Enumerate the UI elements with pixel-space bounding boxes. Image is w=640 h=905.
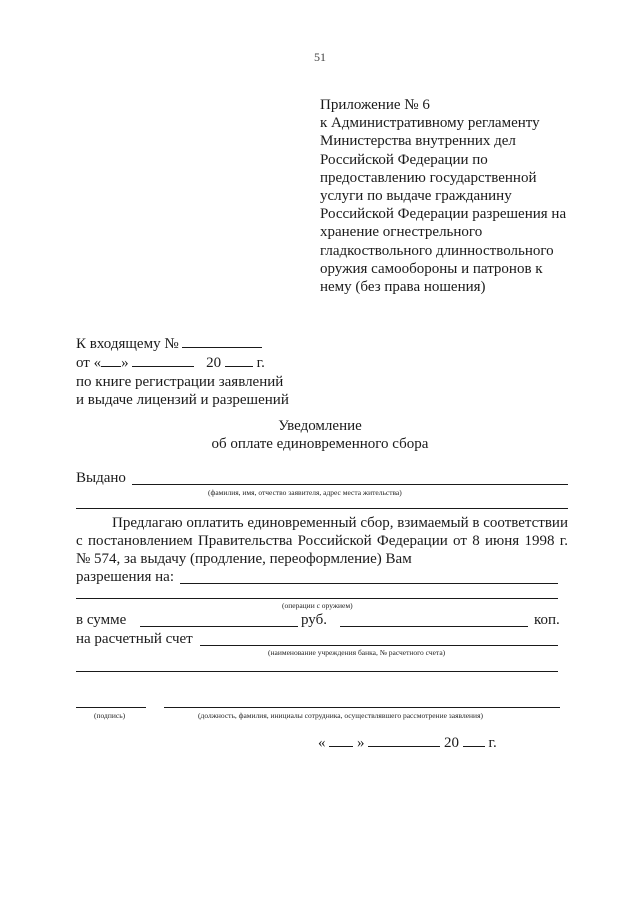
issued-caption: (фамилия, имя, отчество заявителя, адрес места жительства) [208, 488, 402, 497]
appendix-line: хранение огнестрельного [320, 224, 483, 241]
date-month-field[interactable] [368, 733, 440, 747]
appendix-line: оружия самообороны и патронов к [320, 260, 543, 277]
date-open-quote: « [318, 735, 326, 751]
date-close-quote: » [357, 735, 365, 751]
notice-title-line2: об оплате единовременного сбора [211, 436, 429, 452]
operations-caption: (операции с оружием) [282, 601, 353, 610]
appendix-line: нему (без права ношения) [320, 279, 486, 296]
account-field[interactable] [200, 645, 558, 646]
notice-title [0, 417, 640, 453]
from-quote-close: » [121, 355, 129, 372]
from-date-row [76, 353, 289, 372]
appendix-line: Российской Федерации по [320, 151, 488, 168]
date-year-suffix: г. [488, 735, 497, 751]
amount-label: в сумме [76, 612, 127, 628]
permit-field-continuation[interactable] [76, 598, 558, 599]
notice-title-line1: Уведомление [278, 418, 362, 434]
amount-kop-label: коп. [534, 612, 560, 628]
appendix-line: Министерства внутренних дел [320, 133, 516, 150]
signature-field[interactable] [76, 707, 146, 708]
book-line: и выдаче лицензий и разрешений [76, 391, 289, 408]
permit-label: разрешения на: [76, 569, 175, 585]
amount-kop-field[interactable] [340, 626, 528, 627]
from-year-prefix: 20 [206, 355, 222, 372]
from-day-field[interactable] [101, 353, 121, 367]
account-label: на расчетный счет [76, 631, 193, 647]
appendix-title: Приложение № 6 [320, 97, 430, 113]
amount-rub-field[interactable] [140, 626, 298, 627]
permit-field[interactable] [180, 583, 558, 584]
appendix-line: услуги по выдаче гражданину [320, 188, 512, 205]
from-label: от « [76, 355, 102, 372]
date-year-field[interactable] [463, 733, 485, 747]
payment-paragraph [76, 514, 568, 569]
appendix-header [320, 96, 570, 296]
registration-block [76, 334, 289, 409]
book-line: по книге регистрации заявлений [76, 373, 284, 390]
account-caption: (наименование учреждения банка, № расчетного счета) [268, 648, 446, 657]
incoming-label: К входящему № [76, 336, 179, 352]
incoming-number-field[interactable] [182, 334, 262, 348]
appendix-line: предоставлению государственной [320, 169, 537, 186]
official-caption: (должность, фамилия, инициалы сотрудника, осуществлявшего рассмотрение заявления) [198, 711, 484, 720]
from-month-field[interactable] [132, 353, 194, 367]
account-field-continuation[interactable] [76, 671, 558, 672]
official-field[interactable] [164, 707, 560, 708]
amount-rub-label: руб. [301, 612, 327, 628]
appendix-line: Российской Федерации разрешения на [320, 206, 567, 223]
date-row [318, 733, 497, 752]
from-year-suffix: г. [256, 355, 265, 372]
appendix-line: к Административному регламенту [320, 115, 540, 132]
date-year-prefix: 20 [444, 735, 459, 751]
page-number: 51 [314, 50, 326, 64]
incoming-number-row [76, 334, 289, 353]
payment-paragraph-text: Предлагаю оплатить единовременный сбор, взимаемый в соответствии с постановлением Правительства Российской Федерации от 8 июня 1998 г. № 574, за выдачу (продление, переоформление) Вам [76, 515, 568, 568]
signature-caption: (подпись) [94, 711, 126, 720]
issued-field-continuation[interactable] [76, 508, 568, 509]
from-year-field[interactable] [225, 353, 253, 367]
appendix-line: гладкоствольного длинноствольного [320, 242, 554, 259]
date-day-field[interactable] [329, 733, 353, 747]
issued-field[interactable] [132, 484, 568, 485]
issued-label: Выдано [76, 470, 126, 486]
